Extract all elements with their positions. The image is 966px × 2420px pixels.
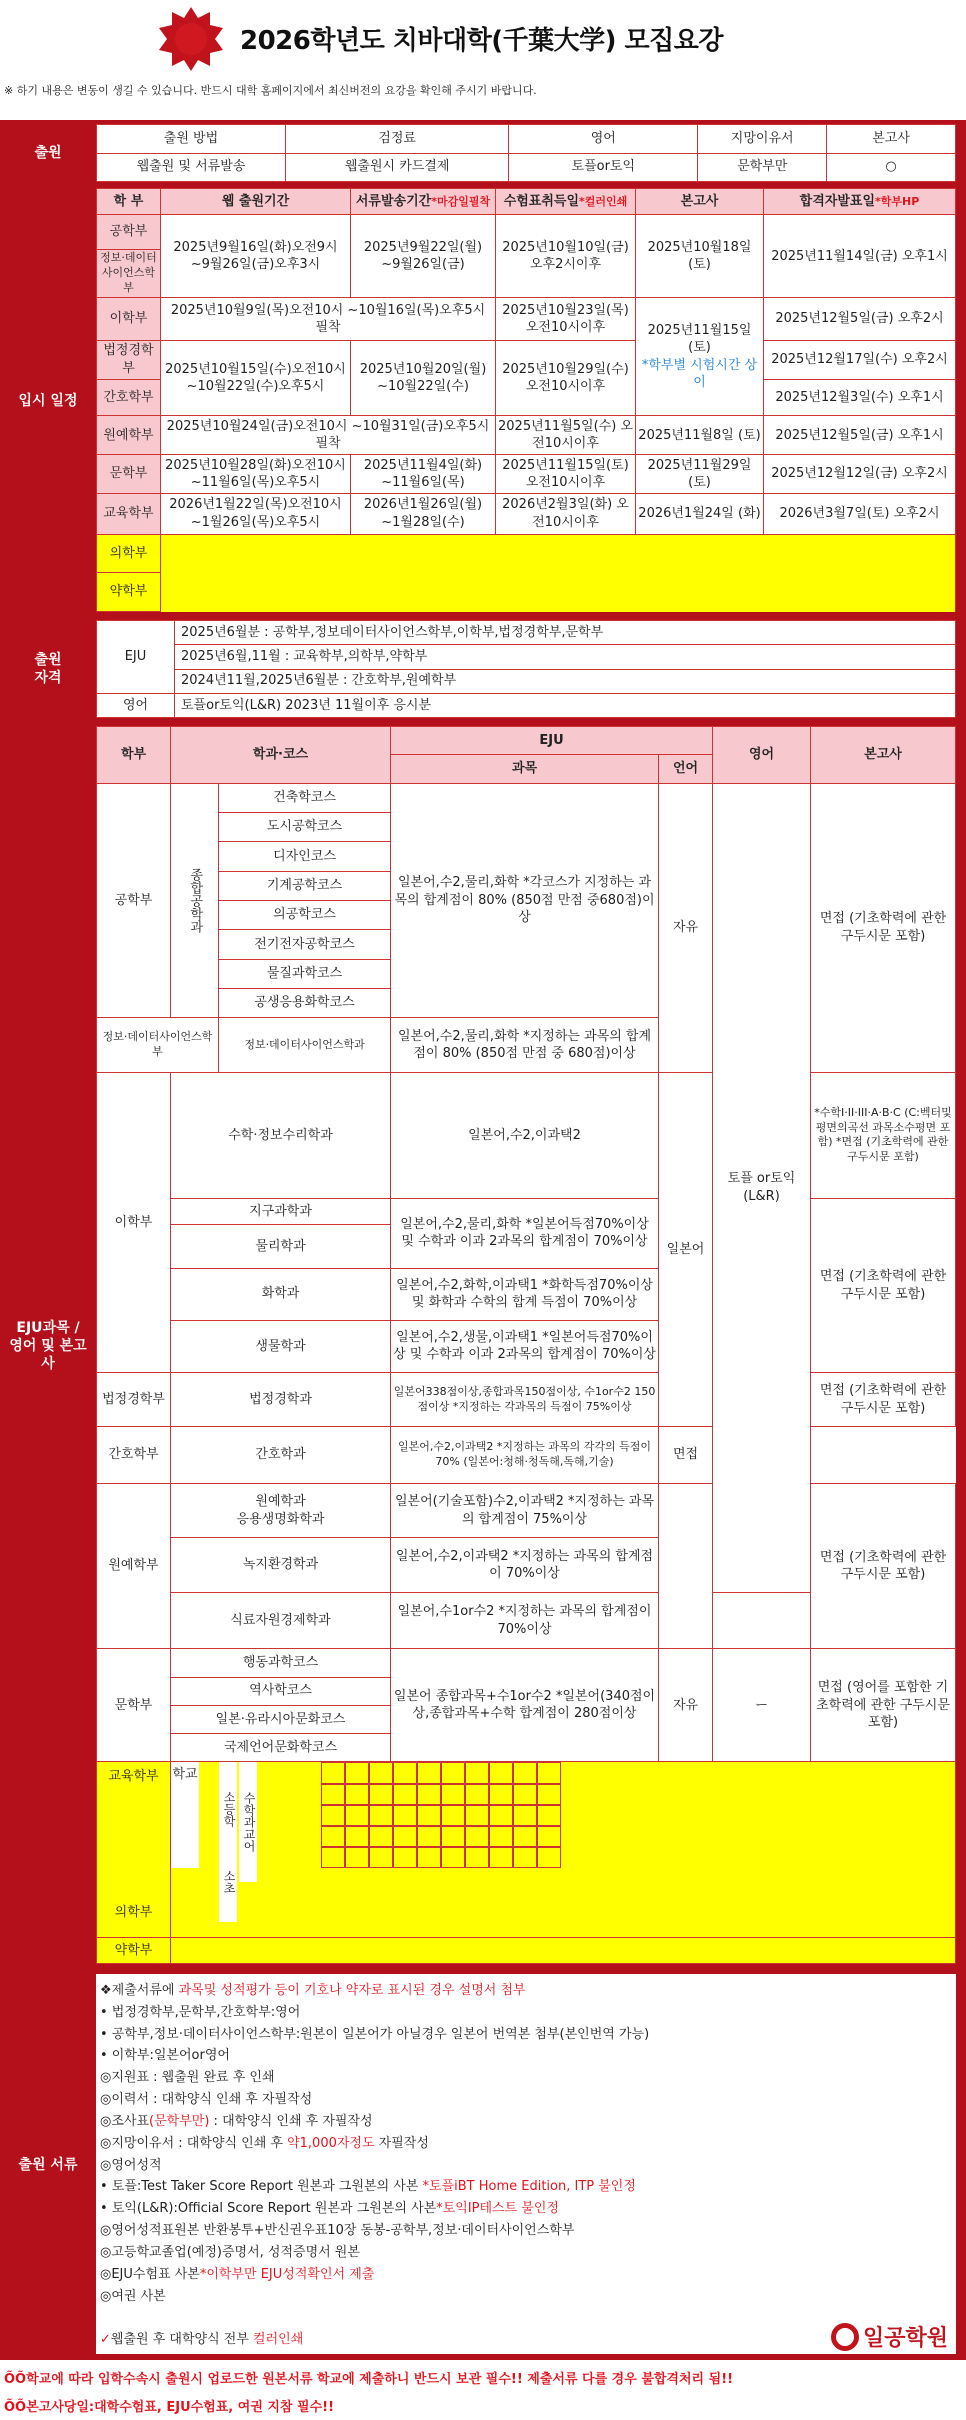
cell: 2025년11월15일 (토) *학부별 시험시간 상이 (636, 298, 764, 416)
col-header: 지망이유서 (698, 125, 827, 154)
doc-line: ◎조사표(문학부만) : 대학양식 인쇄 후 자필작성 (100, 2113, 373, 2129)
col-header: 본고사 (811, 727, 956, 784)
cell: 토플or토익 (509, 153, 698, 182)
cell: 2026년1월22일(목)오전10시 ~1월26일(목)오후5시 (161, 493, 351, 534)
course-cell: 디자인코스 (219, 842, 391, 871)
doc-line: ❖제출서류에 과목및 성적평가 등이 기호나 약자로 표시된 경우 설명서 첨부 (100, 1983, 526, 1998)
dept-cell: 생물학과 (171, 1320, 391, 1372)
english-cell: ー (713, 1649, 811, 1762)
cell: 2025년10월23일(목) 오전10시이후 (496, 298, 636, 341)
exam-cell: *수학I·II·III·A·B·C (C:벡터및평면의곡선 과목소수평면 포함) *면접 (기초학력에 관한 구두시문 포함) (811, 1072, 956, 1198)
subjects-cell: 일본어,수2,화학,이과택1 *화학득점70%이상 및 화학과 수학의 합계 득점이 70%이상 (391, 1268, 659, 1320)
course-cell: 의공학코스 (219, 901, 391, 930)
doc-line: • 공학부,정보·데이터사이언스학부:원본이 일본어가 아닐경우 일본어 번역본 첨부(본인번역 가능) (100, 2026, 650, 2042)
dept-cell: 정보·데이터사이언스학과 (219, 1018, 391, 1072)
doc-line: ◎영어성적 (100, 2157, 162, 2173)
subjects-cell: 일본어,수2,이과택2 *지정하는 과목의 각각의 득점이 70% (일본어:청해·청독해,독해,기술) (391, 1427, 659, 1484)
doc-line: ◎지원표 : 웹출원 완료 후 인쇄 (100, 2070, 275, 2086)
course-cell: 행동과학코스 (171, 1649, 391, 1677)
subjects-table (96, 726, 956, 1964)
cell: 2026년1월24일 (화) (636, 493, 764, 534)
col-header: 출원 방법 (97, 125, 286, 154)
doc-line (100, 2307, 952, 2329)
subjects-cell: 일본어,수2,물리,화학 *각코스가 지정하는 과목의 합계점이 80% (850점 만점 중680점)이상 (391, 783, 659, 1018)
cell: 웹출원시 카드결제 (285, 153, 508, 182)
cell: 2026년2월3일(화) 오전10시이후 (496, 493, 636, 534)
schedule-section (0, 186, 966, 616)
doc-line: • 이학부:일본어or영어 (100, 2048, 230, 2064)
doc-line: ◎여권 사본 (100, 2288, 166, 2304)
col-header: 합격자발표일*학부HP (764, 189, 956, 215)
subjects-cell: 일본어,수1or수2 *지정하는 과목의 합계점이 70%이상 (391, 1592, 659, 1649)
cell: 2025년11월5일(수) 오전10시이후 (496, 416, 636, 455)
edu-vertical-label: 수학과교어 (239, 1762, 257, 1882)
english-cell: 토플 or토익(L&R) (713, 783, 811, 1592)
education-empty-grid (321, 1762, 561, 1868)
faculty-cell: 문학부 (97, 1649, 171, 1762)
faculty-cell: 공학부 (97, 783, 171, 1018)
edu-vertical-label: 소등학 소초 (219, 1762, 237, 1922)
subjects-cell: 일본어,수2,생물,이과택1 *일본어득점70%이상 및 수학과 이과 2과목의 합계점이 70%이상 (391, 1320, 659, 1372)
cell: 2025년10월24일(금)오전10시 ~10월31일(금)오후5시 필착 (161, 416, 496, 455)
col-header: 수험표취득일*컬러인쇄 (496, 189, 636, 215)
col-header: 웹 출원기간 (161, 189, 351, 215)
cell: 2025년12월17일(수) 오후2시 (764, 341, 956, 380)
subjects-cell: 일본어,수2,이과택2 *지정하는 과목의 합계점이 70%이상 (391, 1538, 659, 1592)
cell: 2025년10월18일 (토) (636, 215, 764, 298)
subjects-section (0, 722, 966, 1970)
dept-cell: 지구과학과 (171, 1199, 391, 1225)
chiba-university-emblem-icon (158, 6, 224, 72)
blank-cell (171, 1937, 956, 1963)
course-cell: 물질과학코스 (219, 959, 391, 988)
header (0, 0, 966, 78)
course-cell: 일본·유라시아문화코스 (171, 1705, 391, 1733)
doc-line: ◎고등학교졸업(예정)증명서, 성적증명서 원본 (100, 2244, 360, 2260)
course-cell: 건축학코스 (219, 783, 391, 812)
faculty-cell: 정보·데이터사이언스학부 (97, 1018, 219, 1072)
faculty-cell: 간호학부 (97, 1427, 171, 1484)
col-header: 영어 (509, 125, 698, 154)
dept-cell: 식료자원경제학과 (171, 1592, 391, 1649)
doc-line: ◎지망이유서 : 대학양식 인쇄 후 약1,000자정도 자필작성 (100, 2135, 429, 2151)
language-cell: 자유 (659, 1649, 713, 1762)
dept-cell: 수학·정보수리학과 (171, 1072, 391, 1198)
faculty-cell: 공학부 (97, 215, 161, 250)
doc-line: • 토익(L&R):Official Score Report 원본과 그원본의 사본*토익IP테스트 불인정 (100, 2201, 559, 2217)
col-header: 검정료 (285, 125, 508, 154)
dept-cell: 원예학과 응용생명화학과 (171, 1483, 391, 1537)
cell: 2025년11월4일(화) ~11월6일(목) (351, 455, 496, 494)
documents-section (0, 1970, 966, 2360)
dept-cell: 법정경학과 (171, 1373, 391, 1427)
faculty-cell: 교육학부 의학부 (97, 1762, 171, 1937)
cell: 2025년12월5일(금) 오후2시 (764, 298, 956, 341)
doc-line: ◎영어성적표원본 반환봉투+반신권우표10장 동봉-공학부,정보·데이터사이언스학부 (100, 2223, 575, 2239)
faculty-cell: 법정경학부 (97, 341, 161, 380)
application-section (0, 120, 966, 186)
cell: 2025년12월5일(금) 오후1시 (764, 416, 956, 455)
footer-note: ÕÕ본고사당일:대학수험표, EJU수험표, 여권 지참 필수!! (4, 2400, 335, 2415)
cell: ○ (827, 153, 956, 182)
exam-cell: 면접 (659, 1427, 713, 1484)
doc-line: • 법정경학부,문학부,간호학부:영어 (100, 2004, 301, 2020)
faculty-cell: 원예학부 (97, 1483, 171, 1648)
cell: 2025년10월28일(화)오전10시 ~11월6일(목)오후5시 (161, 455, 351, 494)
section-label: 출원 서류 (18, 2156, 78, 2173)
faculty-cell: 원예학부 (97, 416, 161, 455)
language-cell (659, 1483, 713, 1648)
subjects-cell: 일본어 종합과목+수1or수2 *일본어(340점이상,종합과목+수학 합계점이 280점이상 (391, 1649, 659, 1762)
cell: 2025년11월14일(금) 오후1시 (764, 215, 956, 298)
dept-cell: 녹지환경학과 (171, 1538, 391, 1592)
course-cell: 공생응용화학코스 (219, 989, 391, 1018)
subjects-cell: 일본어,수2,물리,화학 *지정하는 과목의 합계점이 80% (850점 만점 중 680점)이상 (391, 1018, 659, 1072)
cell: 2025년10월29일(수) 오전10시이후 (496, 341, 636, 416)
cell: 2025년12월3일(수) 오후1시 (764, 379, 956, 416)
course-cell: 국제언어문화학코스 (171, 1734, 391, 1762)
edu-dept-label: 학교 (171, 1762, 199, 1868)
row-label: 영어 (97, 693, 175, 717)
cell: 2025년10월10일(금) 오후2시이후 (496, 215, 636, 298)
cell: 2025년11월15일(토) 오전10시이후 (496, 455, 636, 494)
cell: 2025년6월분 : 공학부,정보데이터사이언스학부,이학부,법정경학부,문학부 (175, 621, 956, 645)
cell: 2025년9월22일(월) ~9월26일(금) (351, 215, 496, 298)
faculty-cell: 약학부 (97, 573, 161, 612)
section-label: EJU과목 / 영어 및 본고사 (9, 1319, 87, 1373)
course-cell: 역사학코스 (171, 1677, 391, 1705)
faculty-cell: 의학부 (97, 534, 161, 573)
dept-cell: 물리학과 (171, 1225, 391, 1269)
cell: 2025년6월,11월 : 교육학부,의학부,약학부 (175, 645, 956, 669)
faculty-cell: 교육학부 (97, 493, 161, 534)
blank-cell (161, 534, 956, 611)
faculty-cell: 법정경학부 (97, 1373, 171, 1427)
cell: 2025년9월16일(화)오전9시 ~9월26일(금)오후3시 (161, 215, 351, 298)
col-header: 학부 (97, 727, 171, 784)
course-cell: 기계공학코스 (219, 871, 391, 900)
dept-cell: 간호학과 (171, 1427, 391, 1484)
ilgong-ring-icon (831, 2323, 859, 2351)
eligibility-section (0, 616, 966, 722)
doc-line: • 토플:Test Taker Score Report 원본과 그원본의 사본 *토플iBT Home Edition, ITP 불인정 (100, 2179, 636, 2195)
cell: 2024년11월,2025년6월분 : 간호학부,원예학부 (175, 669, 956, 693)
cell: 2025년11월29일 (토) (636, 455, 764, 494)
dept-group-cell: 종합공학과 (171, 783, 219, 1018)
language-cell: 자유 (659, 783, 713, 1072)
cell: 문학부만 (698, 153, 827, 182)
col-header: EJU (391, 727, 713, 755)
notice-text: ※ 하기 내용은 변동이 생길 수 있습니다. 반드시 대학 홈페이지에서 최신버전의 요강을 확인해 주시기 바랍니다. (4, 84, 537, 97)
course-cell: 도시공학코스 (219, 812, 391, 841)
footer-note: ÕÕ학교에 따라 입학수속시 출원시 업로드한 원본서류 학교에 제출하니 반드시 보관 필수!! 제출서류 다를 경우 불합격처리 됨!! (4, 2372, 734, 2387)
col-header: 학 부 (97, 189, 161, 215)
subjects-cell: 일본어,수2,물리,화학 *일본어득점70%이상 및 수학과 이과 2과목의 합계점이 70%이상 (391, 1199, 659, 1269)
section-label: 입시 일정 (18, 392, 78, 409)
doc-line: ◎EJU수험표 사본*이학부만 EJU성적확인서 제출 (100, 2266, 375, 2282)
subjects-cell: 일본어(기술포함)수2,이과택2 *지정하는 과목의 합계점이 75%이상 (391, 1483, 659, 1537)
doc-line: ✓웹출원 후 대학양식 전부 컬러인쇄 (100, 2332, 304, 2348)
cell: 2025년10월20일(월) ~10월22일(수) (351, 341, 496, 416)
exam-cell: 면접 (영어를 포함한 기초학력에 관한 구두시문 포함) (811, 1649, 956, 1762)
language-cell: 일본어 (659, 1072, 713, 1427)
cell: 토플or토익(L&R) 2023년 11월이후 응시분 (175, 693, 956, 717)
cell: 2025년11월8일 (토) (636, 416, 764, 455)
faculty-cell: 이학부 (97, 1072, 171, 1372)
section-label: 출원 (34, 144, 62, 161)
course-cell: 전기전자공학코스 (219, 930, 391, 959)
exam-cell: 면접 (기초학력에 관한 구두시문 포함) (811, 783, 956, 1072)
exam-cell: 면접 (기초학력에 관한 구두시문 포함) (811, 1373, 956, 1427)
faculty-cell: 정보·데이터사이언스학부 (97, 250, 161, 298)
page-title: 2026학년도 치바대학(千葉大学) 모집요강 (240, 26, 724, 56)
col-header: 언어 (659, 755, 713, 783)
education-blank-block (171, 1762, 956, 1937)
section-label: 출원 자격 (34, 651, 62, 686)
exam-cell: 면접 (기초학력에 관한 구두시문 포함) (811, 1199, 956, 1373)
eligibility-table (96, 620, 956, 718)
exam-cell: 면접 (기초학력에 관한 구두시문 포함) (811, 1483, 956, 1648)
faculty-cell: 문학부 (97, 455, 161, 494)
doc-line: ◎이력서 : 대학양식 인쇄 후 자필작성 (100, 2092, 313, 2108)
faculty-cell: 이학부 (97, 298, 161, 341)
cell: 2025년12월12일(금) 오후2시 (764, 455, 956, 494)
dept-cell: 화학과 (171, 1268, 391, 1320)
col-header: 영어 (713, 727, 811, 784)
subjects-cell: 일본어,수2,이과택2 (391, 1072, 659, 1198)
faculty-cell: 간호학부 (97, 379, 161, 416)
application-table (96, 124, 956, 182)
faculty-cell: 약학부 (97, 1937, 171, 1963)
row-label: EJU (97, 621, 175, 694)
ilgong-logo: 일공학원 (831, 2321, 948, 2352)
subjects-cell: 일본어338점이상,종합과목150점이상, 수1or수2 150점이상 *지정하는 각과목의 득점이 75%이상 (391, 1373, 659, 1427)
col-header: 본고사 (636, 189, 764, 215)
cell: 2025년10월15일(수)오전10시 ~10월22일(수)오후5시 (161, 341, 351, 416)
col-header: 서류발송기간*마감일필착 (351, 189, 496, 215)
cell: 2026년1월26일(월) ~1월28일(수) (351, 493, 496, 534)
cell: 2025년10월9일(목)오전10시 ~10월16일(목)오후5시 필착 (161, 298, 496, 341)
cell: 웹출원 및 서류발송 (97, 153, 286, 182)
col-header: 본고사 (827, 125, 956, 154)
schedule-table (96, 188, 956, 612)
col-header: 학과·코스 (171, 727, 391, 784)
col-header: 과목 (391, 755, 659, 783)
cell: 2026년3월7일(토) 오후2시 (764, 493, 956, 534)
documents-list (100, 1980, 952, 2351)
